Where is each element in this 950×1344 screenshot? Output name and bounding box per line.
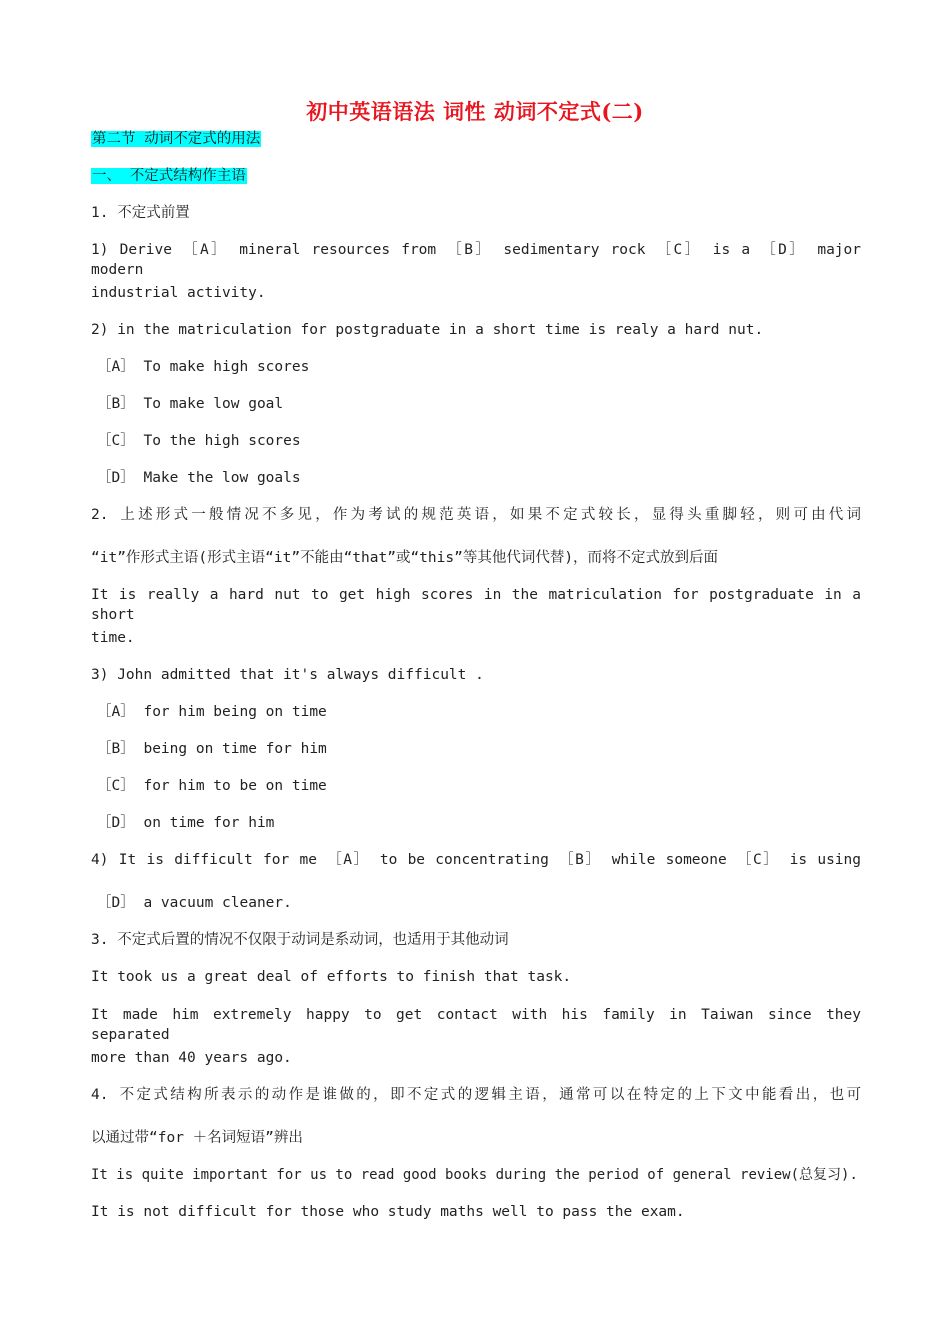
question-3-stem: 3) John admitted that it's always difficult .	[91, 667, 484, 683]
point-2-example-line-1: It is really a hard nut to get high scores in the matriculation for postgraduate in a short	[91, 587, 861, 623]
section-heading-line	[91, 129, 861, 149]
question-2-option-b: ［B］ To make low goal	[97, 396, 284, 412]
point-3-example-2-line-1: It made him extremely happy to get contact with his family in Taiwan since they separated	[91, 1007, 861, 1043]
question-3-option-b: ［B］ being on time for him	[97, 741, 327, 757]
question-3-option-c: ［C］ for him to be on time	[97, 778, 327, 794]
subsection-heading: 一、 不定式结构作主语	[92, 168, 246, 184]
question-2-option-a: ［A］ To make high scores	[97, 359, 310, 375]
question-2-option-c: ［C］ To the high scores	[97, 433, 301, 449]
subsection-heading-line	[91, 166, 861, 186]
page-title: 初中英语语法 词性 动词不定式(二)	[306, 99, 644, 124]
question-3-option-d: ［D］ on time for him	[97, 815, 275, 831]
question-4-line-2: ［D］ a vacuum cleaner.	[97, 895, 292, 911]
section-heading: 第二节 动词不定式的用法	[92, 131, 261, 147]
point-4-example-2: It is not difficult for those who study maths well to pass the exam.	[91, 1204, 685, 1220]
point-3-example-1: It took us a great deal of efforts to finish that task.	[91, 969, 572, 985]
point-4-line-2: 以通过带“for ＋名词短语”辨出	[91, 1130, 303, 1146]
point-2-line-2: “it”作形式主语(形式主语“it”不能由“that”或“this”等其他代词代替)，而将不定式放到后面	[91, 550, 719, 566]
question-4-line-1: 4) It is difficult for me ［A］ to be concentrating ［B］ while someone ［C］ is using	[91, 852, 861, 868]
question-1-line-1: 1) Derive ［A］ mineral resources from ［B］ sedimentary rock ［C］ is a ［D］ major modern	[91, 242, 861, 278]
question-2-option-d: ［D］ Make the low goals	[97, 470, 301, 486]
point-4-example-1: It is quite important for us to read good books during the period of general review(总复习).	[91, 1167, 858, 1183]
point-2-line-1: 2. 上述形式一般情况不多见，作为考试的规范英语，如果不定式较长，显得头重脚轻，则可由代词	[91, 507, 861, 523]
point-3-example-2-line-2: more than 40 years ago.	[91, 1050, 292, 1066]
question-3-option-a: ［A］ for him being on time	[97, 704, 327, 720]
point-3-heading: 3. 不定式后置的情况不仅限于动词是系动词，也适用于其他动词	[91, 932, 509, 948]
question-2-stem: 2) in the matriculation for postgraduate in a short time is realy a hard nut.	[91, 322, 764, 338]
question-1-line-2: industrial activity.	[91, 285, 266, 301]
point-1-heading: 1. 不定式前置	[91, 205, 190, 221]
point-4-line-1: 4. 不定式结构所表示的动作是谁做的，即不定式的逻辑主语，通常可以在特定的上下文中能看出，也可	[91, 1087, 861, 1103]
point-2-example-line-2: time.	[91, 630, 135, 646]
